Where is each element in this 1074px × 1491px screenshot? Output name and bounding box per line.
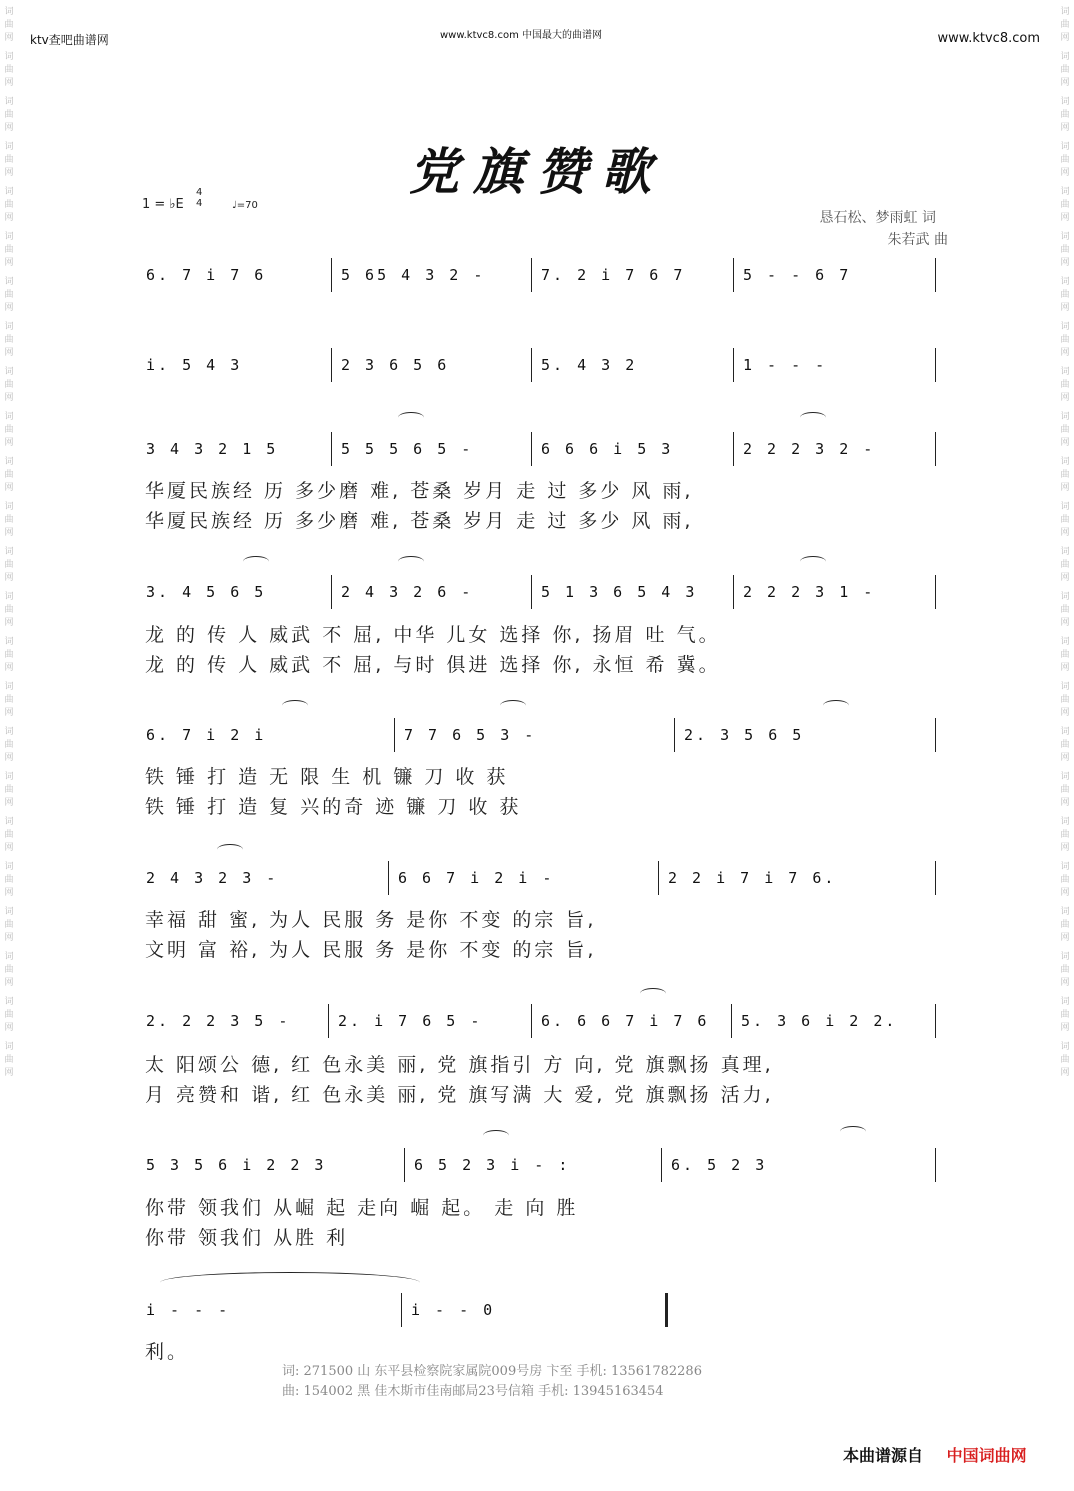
lyric-line: 龙 的 传 人 威武 不 屈, 与时 俱进 选择 你, 永恒 希 冀。 (145, 654, 721, 676)
measure-notes: 2. 3 5 6 5 (684, 726, 805, 744)
slur-mark (800, 412, 826, 423)
bar-line-end (935, 432, 936, 466)
side-mark: 词曲网 (4, 727, 14, 763)
side-watermark-right (1058, 0, 1072, 1491)
bar-line (733, 575, 734, 609)
side-mark: 词曲网 (1060, 412, 1070, 448)
side-mark: 词曲网 (1060, 1042, 1070, 1078)
measure-notes: 5 3 5 6 i 2 2 3 (146, 1156, 327, 1174)
bar-line (731, 1004, 732, 1038)
side-mark: 词曲网 (1060, 997, 1070, 1033)
contact-info-lyricist: 词: 271500 山 东平县检察院家属院009号房 卞至 手机: 13561782286 (282, 1364, 702, 1379)
score-line (140, 1148, 940, 1180)
side-mark: 词曲网 (4, 862, 14, 898)
lyric-line: 华厦民族经 历 多少磨 难, 苍桑 岁月 走 过 多少 风 雨, (145, 510, 694, 532)
score-line (140, 432, 940, 464)
side-mark: 词曲网 (4, 142, 14, 178)
side-mark: 词曲网 (1060, 727, 1070, 763)
score-line (140, 718, 940, 750)
measure-notes: 6. 5 2 3 (671, 1156, 768, 1174)
meter-bottom: 4 (196, 198, 203, 209)
measure-notes: 5 1 3 6 5 4 3 (541, 583, 698, 601)
score-line (140, 348, 940, 380)
bar-line (531, 348, 532, 382)
header-right[interactable]: www.ktvc8.com (937, 31, 1040, 46)
bar-line (661, 1148, 662, 1182)
side-mark: 词曲网 (4, 592, 14, 628)
measure-notes: 6. 6 6 7 i 7 6 (541, 1012, 710, 1030)
side-mark: 词曲网 (1060, 862, 1070, 898)
side-mark: 词曲网 (4, 637, 14, 673)
side-mark: 词曲网 (1060, 547, 1070, 583)
header-left[interactable]: ktv查吧曲谱网 (30, 33, 109, 47)
bar-line-end (935, 1004, 936, 1038)
bar-line (328, 1004, 329, 1038)
measure-notes: 5 5 5 6 5 - (341, 440, 474, 458)
bar-line (658, 861, 659, 895)
measure-notes: 2. 2 2 3 5 - (146, 1012, 291, 1030)
side-mark: 词曲网 (4, 412, 14, 448)
measure-notes: 2 2 2 3 1 - (743, 583, 876, 601)
measure-notes: 6 6 6 i 5 3 (541, 440, 674, 458)
measure-notes: 7 7 6 5 3 - (404, 726, 537, 744)
bar-line (394, 718, 395, 752)
measure-notes: 7. 2 i 7 6 7 (541, 266, 686, 284)
side-mark: 词曲网 (1060, 52, 1070, 88)
bar-line (531, 575, 532, 609)
side-mark: 词曲网 (4, 52, 14, 88)
lyric-line: 利。 (145, 1341, 190, 1363)
side-mark: 词曲网 (4, 322, 14, 358)
side-mark: 词曲网 (4, 367, 14, 403)
bar-line-end (935, 718, 936, 752)
bar-line (733, 432, 734, 466)
measure-notes: i. 5 4 3 (146, 356, 243, 374)
score-line (140, 861, 940, 893)
side-mark: 词曲网 (1060, 502, 1070, 538)
side-mark: 词曲网 (1060, 277, 1070, 313)
lyric-line: 龙 的 传 人 威武 不 屈, 中华 儿女 选择 你, 扬眉 吐 气。 (145, 624, 721, 646)
side-mark: 词曲网 (1060, 952, 1070, 988)
tempo-mark: ♩=70 (232, 200, 258, 211)
measure-notes: 5. 3 6 i 2 2. (741, 1012, 898, 1030)
side-mark: 词曲网 (4, 907, 14, 943)
bar-line (531, 258, 532, 292)
measure-notes: 5. 4 3 2 (541, 356, 638, 374)
bar-line (733, 258, 734, 292)
bar-line-end (935, 258, 936, 292)
header-center[interactable]: www.ktvc8.com 中国最大的曲谱网 (440, 30, 603, 41)
bar-line (331, 348, 332, 382)
lyric-line: 幸福 甜 蜜, 为人 民服 务 是你 不变 的宗 旨, (145, 909, 597, 931)
side-mark: 词曲网 (4, 997, 14, 1033)
slur-mark (217, 844, 243, 855)
bar-line-end (935, 575, 936, 609)
slur-mark (823, 700, 849, 711)
slur-mark (640, 988, 666, 999)
lyricist-credit: 恳石松、梦雨虹 词 (819, 210, 936, 226)
footer-source[interactable] (843, 1443, 1027, 1466)
side-mark: 词曲网 (1060, 367, 1070, 403)
bar-line (531, 432, 532, 466)
score-line (140, 1293, 940, 1325)
side-mark: 词曲网 (4, 232, 14, 268)
bar-line (331, 575, 332, 609)
slur-mark (840, 1126, 866, 1137)
side-mark: 词曲网 (1060, 682, 1070, 718)
contact-info-composer: 曲: 154002 黑 佳木斯市佳南邮局23号信箱 手机: 13945163454 (282, 1384, 664, 1399)
slur-mark (800, 556, 826, 567)
lyric-line: 月 亮赞和 谐, 红 色永美 丽, 党 旗写满 大 爱, 党 旗飘扬 活力, (145, 1084, 774, 1106)
key-signature: 1 = ♭E (142, 197, 184, 212)
side-mark: 词曲网 (4, 7, 14, 43)
measure-notes: 2 2 i 7 i 7 6. (668, 869, 837, 887)
side-mark: 词曲网 (1060, 772, 1070, 808)
side-mark: 词曲网 (4, 187, 14, 223)
bar-line (674, 718, 675, 752)
side-mark: 词曲网 (1060, 817, 1070, 853)
slur-mark (282, 700, 308, 711)
measure-notes: 2. i 7 6 5 - (338, 1012, 483, 1030)
measure-notes: 2 2 2 3 2 - (743, 440, 876, 458)
measure-notes: 2 3 6 5 6 (341, 356, 450, 374)
footer-site-link[interactable]: 中国词曲网 (946, 1446, 1027, 1465)
bar-line (401, 1293, 402, 1327)
measure-notes: 5 - - 6 7 (743, 266, 852, 284)
measure-notes: 6 5 2 3 i - : (414, 1156, 571, 1174)
bar-line-end (935, 1148, 936, 1182)
slur-mark (398, 412, 424, 423)
bar-line-end (665, 1293, 668, 1327)
side-mark: 词曲网 (4, 1042, 14, 1078)
bar-line (733, 348, 734, 382)
measure-notes: 2 4 3 2 3 - (146, 869, 279, 887)
slur-mark (398, 556, 424, 567)
footer-source-text: 本曲谱源自 (843, 1446, 924, 1465)
side-mark: 词曲网 (4, 97, 14, 133)
score-line (140, 258, 940, 290)
side-mark: 词曲网 (1060, 907, 1070, 943)
bar-line-end (935, 861, 936, 895)
measure-notes: 1 - - - (743, 356, 828, 374)
bar-line (331, 432, 332, 466)
side-mark: 词曲网 (1060, 322, 1070, 358)
lyric-line: 文明 富 裕, 为人 民服 务 是你 不变 的宗 旨, (145, 939, 597, 961)
side-mark: 词曲网 (4, 952, 14, 988)
bar-line (531, 1004, 532, 1038)
lyric-line: 你带 领我们 从崛 起 走向 崛 起。 走 向 胜 (145, 1197, 579, 1219)
side-mark: 词曲网 (4, 817, 14, 853)
measure-notes: 2 4 3 2 6 - (341, 583, 474, 601)
lyric-line: 太 阳颂公 德, 红 色永美 丽, 党 旗指引 方 向, 党 旗飘扬 真理, (145, 1054, 774, 1076)
tie-mark (160, 1272, 420, 1293)
measure-notes: 6. 7 i 7 6 (146, 266, 267, 284)
side-watermark-left (2, 0, 16, 1491)
side-mark: 词曲网 (1060, 7, 1070, 43)
measure-notes: 3 4 3 2 1 5 (146, 440, 279, 458)
bar-line (388, 861, 389, 895)
side-mark: 词曲网 (1060, 97, 1070, 133)
bar-line (331, 258, 332, 292)
side-mark: 词曲网 (4, 457, 14, 493)
slur-mark (500, 700, 526, 711)
measure-notes: i - - 0 (411, 1301, 496, 1319)
slur-mark (243, 556, 269, 567)
measure-notes: 5 65 4 3 2 - (341, 266, 486, 284)
side-mark: 词曲网 (4, 682, 14, 718)
composer-credit: 朱若武 曲 (887, 232, 948, 248)
lyric-line: 你带 领我们 从胜 利 (145, 1227, 349, 1249)
song-title: 党旗赞歌 (409, 142, 665, 201)
measure-notes: 3. 4 5 6 5 (146, 583, 267, 601)
side-mark: 词曲网 (4, 772, 14, 808)
side-mark: 词曲网 (1060, 187, 1070, 223)
bar-line-end (935, 348, 936, 382)
measure-notes: 6 6 7 i 2 i - (398, 869, 555, 887)
side-mark: 词曲网 (4, 547, 14, 583)
lyric-line: 铁 锤 打 造 复 兴的奇 迹 镰 刀 收 获 (145, 796, 522, 818)
side-mark: 词曲网 (1060, 232, 1070, 268)
side-mark: 词曲网 (1060, 637, 1070, 673)
slur-mark (483, 1130, 509, 1141)
time-signature (196, 187, 202, 209)
score-line (140, 575, 940, 607)
bar-line (404, 1148, 405, 1182)
side-mark: 词曲网 (4, 502, 14, 538)
lyric-line: 华厦民族经 历 多少磨 难, 苍桑 岁月 走 过 多少 风 雨, (145, 480, 694, 502)
lyric-line: 铁 锤 打 造 无 限 生 机 镰 刀 收 获 (145, 766, 509, 788)
score-line (140, 1004, 940, 1036)
side-mark: 词曲网 (1060, 142, 1070, 178)
side-mark: 词曲网 (4, 277, 14, 313)
measure-notes: 6. 7 i 2 i (146, 726, 267, 744)
measure-notes: i - - - (146, 1301, 231, 1319)
side-mark: 词曲网 (1060, 457, 1070, 493)
meter-top: 4 (196, 187, 203, 198)
side-mark: 词曲网 (1060, 592, 1070, 628)
